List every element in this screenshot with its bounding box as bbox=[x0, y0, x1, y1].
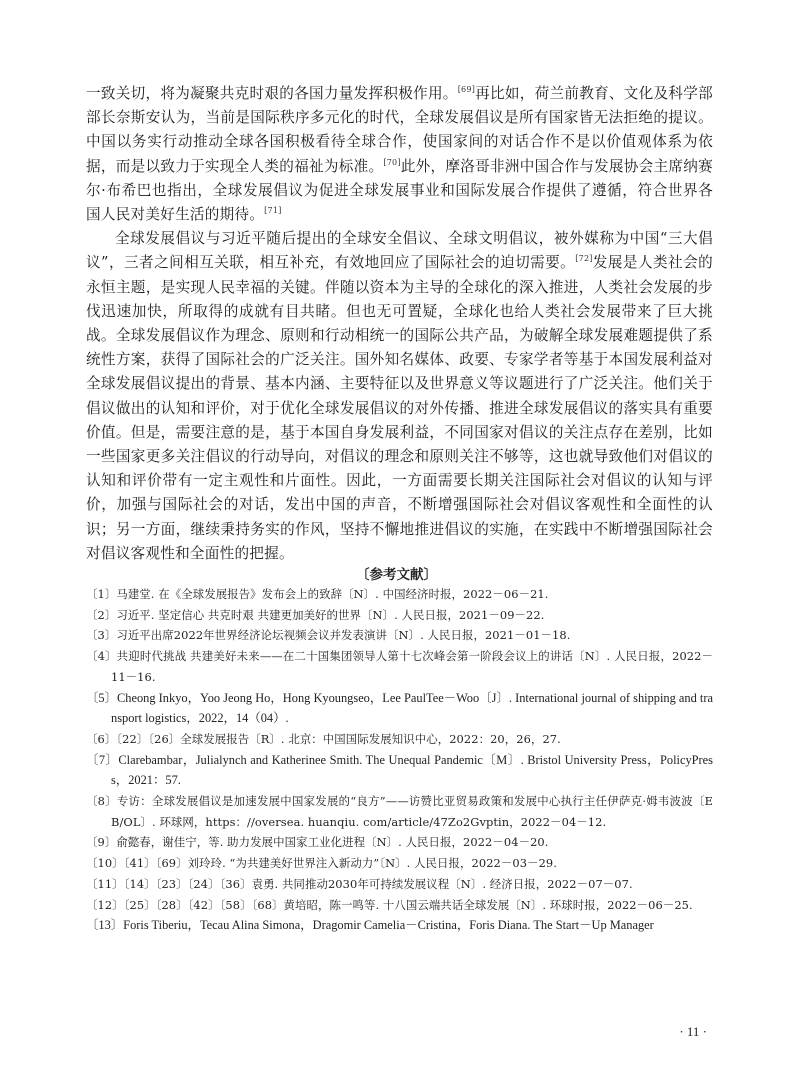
references-list bbox=[86, 584, 713, 936]
body-paragraph bbox=[86, 82, 713, 227]
paragraph-text: 再比如，荷兰前教育、文化及科学部部长奈斯安认为，当前是国际秩序多元化的时代，全球发展倡议是所有国家皆无法拒绝的提议。中国以务实行动推动全球各国积极看待全球合作，使国家间的对话合作不是以价值观体系为依据，而是以致力于实现全人类的福祉为标准。 bbox=[86, 85, 713, 175]
reference-item: 〔5〕Cheong Inkyo，Yoo Jeong Ho，Hong Kyoungseo，Lee PaulTee－Woo〔J〕. International journal of shipping and transport logistics，2022，14（04）. bbox=[86, 690, 713, 726]
paragraph-text: 一致关切，将为凝聚共克时艰的各国力量发挥积极作用。 bbox=[86, 85, 458, 102]
paragraph-text: 发展是人类社会的永恒主题，是实现人民幸福的关键。伴随以资本为主导的全球化的深入推进，人类社会发展的步伐迅速加快，所取得的成就有目共睹。但也无可置疑，全球化也给人类社会发展带来了巨大挑战。全球发展倡议作为理念、原则和行动相统一的国际公共产品，为破解全球发展难题提供了系统性方案，获得了国际社会的广泛关注。国外知名媒体、政要、专家学者等基于本国发展利益对全球发展倡议提出的背景、基本内涵、主要特征以及世界意义等议题进行了广泛关注。他们关于倡议做出的认知和评价，对于优化全球发展倡议的对外传播、推进全球发展倡议的落实具有重要价值。但是，需要注意的是，基于本国自身发展利益，不同国家对倡议的关注点存在差别，比如一些国家更多关注倡议的行动导向，对倡议的理念和原则关注不够等，这也就导致他们对倡议的认知和评价带有一定主观性和片面性。因此，一方面需要长期关注国际社会对倡议的认知与评价，加强与国际社会的对话，发出中国的声音，不断增强国际社会对倡议客观性和全面性的认识；另一方面，继续秉持务实的作风，坚持不懈地推进倡议的实施，在实践中不断增强国际社会对倡议客观性和全面性的把握。 bbox=[86, 254, 713, 562]
reference-item: 〔2〕习近平. 坚定信心 共克时艰 共建更加美好的世界〔N〕. 人民日报，2021－09－22. bbox=[86, 607, 545, 622]
reference-item: 〔10〕〔41〕〔69〕刘玲玲. “为共建美好世界注入新动力”〔N〕. 人民日报，2022－03－29. bbox=[86, 856, 557, 871]
body-text bbox=[86, 82, 713, 566]
citation-marker: [72] bbox=[575, 254, 593, 264]
citation-marker: [70] bbox=[383, 157, 401, 167]
reference-item: 〔3〕习近平出席2022年世界经济论坛视频会议并发表演讲〔N〕. 人民日报，2021－01－18. bbox=[86, 628, 571, 643]
paragraph-text: 此外，摩洛哥非洲中国合作与发展协会主席纳赛尔·布希巴也指出，全球发展倡议为促进全球发展事业和国际发展合作提供了遵循，符合世界各国人民对美好生活的期待。 bbox=[86, 157, 713, 224]
reference-item: 〔6〕〔22〕〔26〕全球发展报告〔R〕. 北京：中国国际发展知识中心，2022：20，26，27. bbox=[86, 731, 561, 746]
reference-item: 〔13〕Foris Tiberiu，Tecau Alina Simona，Dragomir Camelia－Cristina，Foris Diana. The Start－Up Manager bbox=[86, 918, 654, 933]
references-heading: 〔参考文献〕 bbox=[356, 567, 437, 583]
reference-item: 〔12〕〔25〕〔28〕〔42〕〔58〕〔68〕黄培昭，陈一鸣等. 十八国云端共话全球发展〔N〕. 环球时报，2022－06－25. bbox=[86, 897, 693, 912]
reference-item: 〔8〕专访：全球发展倡议是加速发展中国家发展的“良方”——访赞比亚贸易政策和发展中心执行主任伊萨克·姆韦波波〔EB/OL〕. 环球网，https：//oversea. huanqiu. com/article/47Zo2Gvptin，2022－04－12. bbox=[86, 794, 713, 829]
reference-item: 〔9〕俞懿春，谢佳宁，等. 助力发展中国家工业化进程〔N〕. 人民日报，2022－04－20. bbox=[86, 835, 549, 850]
reference-item: 〔11〕〔14〕〔23〕〔24〕〔36〕袁勇. 共同推动2030年可持续发展议程〔N〕. 经济日报，2022－07－07. bbox=[86, 876, 633, 891]
reference-item: 〔7〕Clarebambar，Julialynch and Katherinee Smith. The Unequal Pandemic〔M〕. Bristol University Press，PolicyPress，2021：57. bbox=[86, 752, 713, 788]
body-paragraph bbox=[86, 227, 713, 566]
paragraph-text: 全球发展倡议与习近平随后提出的全球安全倡议、全球文明倡议，被外媒称为中国“三大倡议”，三者之间相互关联，相互补充，有效地回应了国际社会的迫切需要。 bbox=[86, 230, 713, 272]
reference-item: 〔1〕马建堂. 在《全球发展报告》发布会上的致辞〔N〕. 中国经济时报，2022－06－21. bbox=[86, 587, 549, 601]
citation-marker: [69] bbox=[457, 85, 476, 94]
reference-item: 〔4〕共迎时代挑战 共建美好未来——在二十国集团领导人第十七次峰会第一阶段会议上的讲话〔N〕. 人民日报，2022－11－16. bbox=[86, 649, 713, 684]
page-number: · 11 · bbox=[679, 1024, 707, 1039]
citation-marker: [71] bbox=[264, 206, 282, 216]
